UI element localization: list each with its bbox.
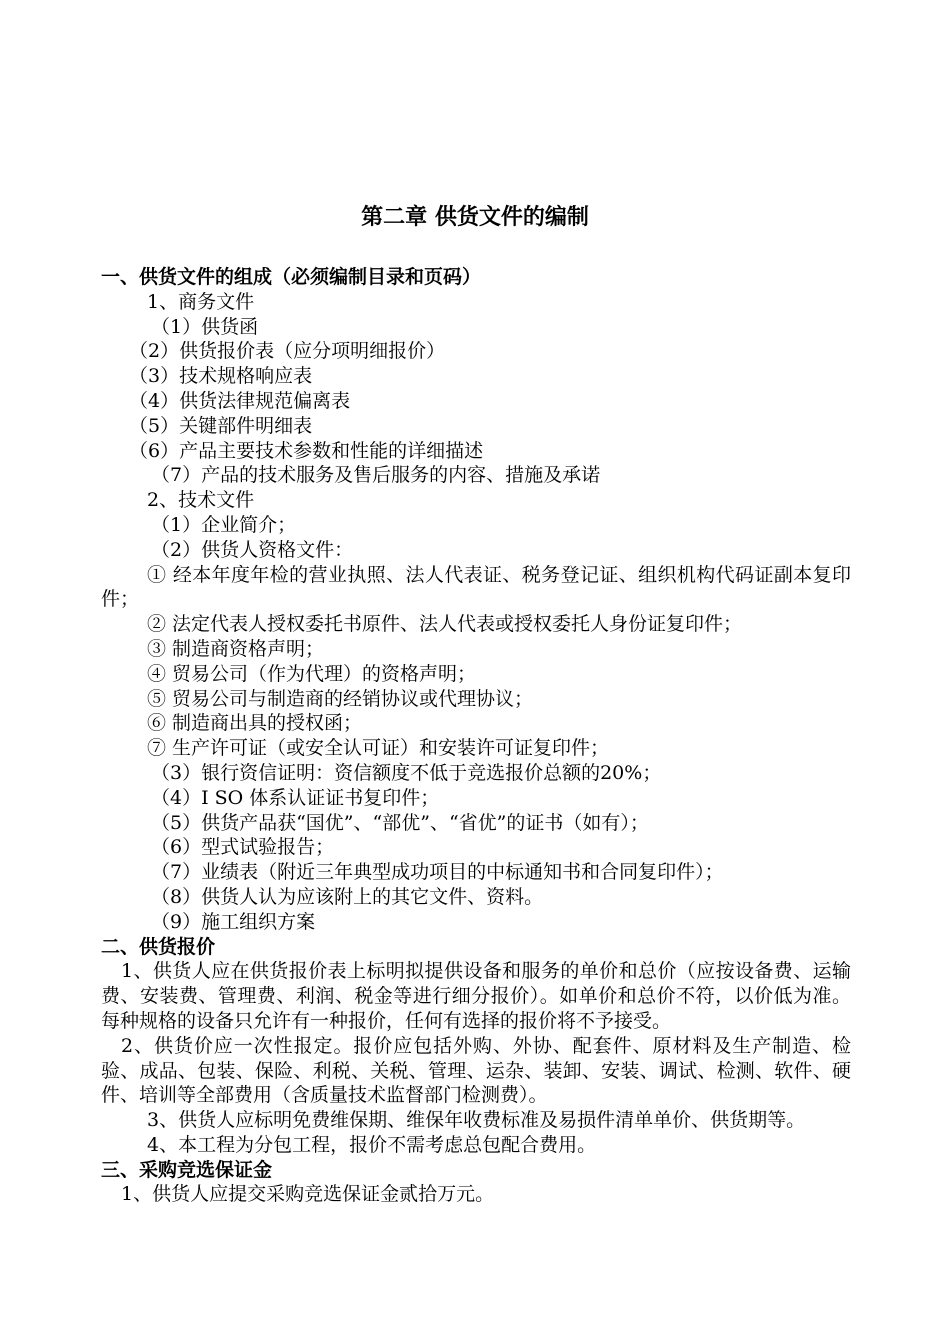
list-item: （9）施工组织方案	[151, 910, 316, 933]
section-heading-composition: 一、供货文件的组成（必须编制目录和页码）	[101, 266, 482, 288]
paragraph: 1、供货人应在供货报价表上标明拟提供设备和服务的单价和总价（应按设备费、运输费、安装费、管理费、利润、税金等进行细分报价）。如单价和总价不符，以价低为准。每种规格的设备只允许有一种报价，任何有选择的报价将不予接受。	[101, 960, 851, 1032]
list-item: （3）技术规格响应表	[129, 365, 313, 388]
document-body	[101, 265, 851, 1207]
list-item: （7）业绩表（附近三年典型成功项目的中标通知书和合同复印件）；	[151, 861, 724, 884]
list-item: （6）型式试验报告；	[151, 836, 335, 859]
section-heading-deposit: 三、采购竞选保证金	[101, 1158, 273, 1181]
qualification-item: ⑦ 生产许可证（或安全认可证）和安装许可证复印件；	[147, 737, 610, 760]
subsection-heading-business: 1、商务文件	[147, 290, 255, 313]
list-item: （2）供货报价表（应分项明细报价）	[129, 340, 446, 363]
subsection-heading-technical: 2、技术文件	[147, 489, 255, 512]
list-item: （3）银行资信证明：资信额度不低于竞选报价总额的20%；	[151, 761, 662, 784]
list-item: （1）企业简介；	[151, 513, 297, 536]
qualification-item: ④ 贸易公司（作为代理）的资格声明；	[147, 662, 477, 685]
qualification-item: ⑤ 贸易公司与制造商的经销协议或代理协议；	[147, 687, 534, 710]
qualification-item: ⑥ 制造商出具的授权函；	[147, 712, 363, 735]
list-item: （6）产品主要技术参数和性能的详细描述	[129, 439, 484, 462]
list-item: （4）供货法律规范偏离表	[129, 389, 351, 412]
qualification-item: ① 经本年度年检的营业执照、法人代表证、税务登记证、组织机构代码证副本复印件；	[101, 563, 851, 611]
qualification-item: ③ 制造商资格声明；	[147, 637, 325, 660]
paragraph: 1、供货人应提交采购竞选保证金贰拾万元。	[121, 1183, 495, 1206]
qualification-item: ② 法定代表人授权委托书原件、法人代表或授权委托人身份证复印件；	[147, 613, 743, 636]
paragraph: 4、本工程为分包工程，报价不需考虑总包配合费用。	[147, 1133, 597, 1156]
list-item: （7）产品的技术服务及售后服务的内容、措施及承诺	[151, 464, 601, 487]
list-item: （5）关键部件明细表	[129, 414, 313, 437]
list-item: （2）供货人资格文件：	[151, 538, 354, 561]
list-item: （8）供货人认为应该附上的其它文件、资料。	[151, 885, 544, 908]
section-heading-pricing: 二、供货报价	[101, 935, 216, 958]
paragraph: 2、供货价应一次性报定。报价应包括外购、外协、配套件、原材料及生产制造、检验、成品、包装、保险、利税、关税、管理、运杂、装卸、安装、调试、检测、软件、硬件、培训等全部费用（含质量技术监督部门检测费）。	[101, 1034, 851, 1107]
list-item: （1）供货函	[151, 315, 259, 338]
paragraph: 3、供货人应标明免费维保期、维保年收费标准及易损件清单单价、供货期等。	[147, 1109, 806, 1132]
list-item: （5）供货产品获“国优”、“部优”、“省优”的证书（如有）；	[151, 811, 649, 834]
chapter-title: 第二章 供货文件的编制	[361, 205, 589, 230]
list-item: （4）I SO 体系认证证书复印件；	[151, 786, 440, 809]
